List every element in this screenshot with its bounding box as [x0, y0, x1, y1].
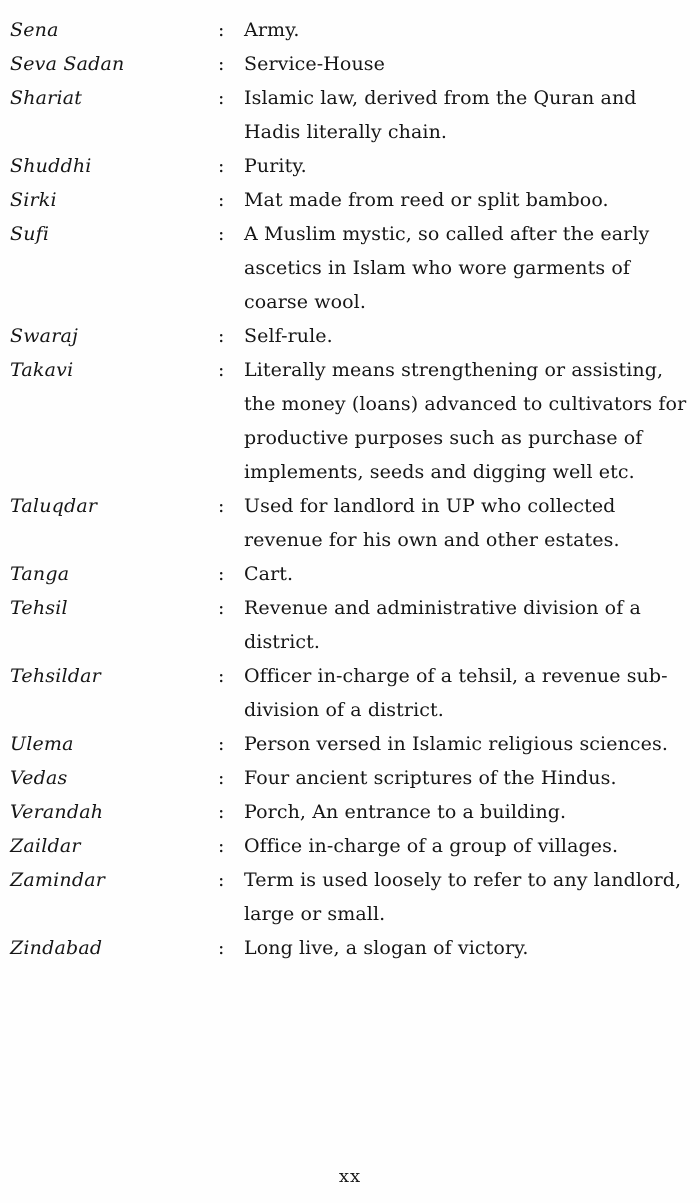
glossary-definition: Purity. — [244, 155, 307, 177]
glossary-separator: : — [218, 87, 225, 109]
glossary-term: Ulema — [10, 733, 74, 755]
glossary-definition: Porch, An entrance to a building. — [244, 801, 567, 823]
glossary-entry-row — [10, 863, 692, 931]
glossary-entry-row — [10, 727, 692, 761]
glossary-separator: : — [218, 359, 225, 381]
glossary-entry-row — [10, 795, 692, 829]
glossary-entry-row — [10, 829, 692, 863]
glossary-term: Taluqdar — [10, 495, 98, 517]
glossary-entry-row — [10, 591, 692, 659]
glossary-separator: : — [218, 801, 225, 823]
glossary-definition: Service-House — [244, 53, 385, 75]
glossary-separator: : — [218, 733, 225, 755]
glossary-separator: : — [218, 767, 225, 789]
glossary-term: Tehsildar — [10, 665, 101, 687]
glossary-definition: Officer in-charge of a tehsil, a revenue sub-division of a district. — [244, 665, 668, 721]
glossary-entry-row — [10, 659, 692, 727]
glossary-separator: : — [218, 189, 225, 211]
glossary-entry-row — [10, 81, 692, 149]
glossary-definition: Cart. — [244, 563, 294, 585]
page-number: xx — [338, 1166, 362, 1187]
glossary-entry-row — [10, 319, 692, 353]
glossary-separator: : — [218, 19, 225, 41]
glossary-definition: Literally means strengthening or assisting, the money (loans) advanced to cultivators for productive purposes such as purchase of implements, seeds and digging well etc. — [244, 359, 687, 483]
glossary-separator: : — [218, 869, 225, 891]
glossary-entry-row — [10, 489, 692, 557]
glossary-entry-row — [10, 47, 692, 81]
glossary-term: Vedas — [10, 767, 68, 789]
glossary-term: Zaildar — [10, 835, 81, 857]
glossary-definition: Office in-charge of a group of villages. — [244, 835, 619, 857]
glossary-entry-row — [10, 13, 692, 47]
glossary-entry-row — [10, 149, 692, 183]
glossary-separator: : — [218, 835, 225, 857]
glossary-term: Shariat — [10, 87, 83, 109]
glossary-list — [10, 13, 692, 965]
glossary-term: Swaraj — [10, 325, 79, 347]
glossary-definition: Self-rule. — [244, 325, 333, 347]
glossary-definition: Mat made from reed or split bamboo. — [244, 189, 609, 211]
glossary-separator: : — [218, 665, 225, 687]
glossary-separator: : — [218, 325, 225, 347]
glossary-term: Zamindar — [10, 869, 106, 891]
glossary-term: Sufi — [10, 223, 50, 245]
glossary-separator: : — [218, 937, 225, 959]
glossary-separator: : — [218, 223, 225, 245]
glossary-definition: Four ancient scriptures of the Hindus. — [244, 767, 617, 789]
glossary-definition: Used for landlord in UP who collected revenue for his own and other estates. — [244, 495, 620, 551]
glossary-term: Shuddhi — [10, 155, 92, 177]
glossary-separator: : — [218, 53, 225, 75]
glossary-term: Seva Sadan — [10, 53, 125, 75]
glossary-term: Tehsil — [10, 597, 68, 619]
glossary-definition: Revenue and administrative division of a district. — [244, 597, 641, 653]
glossary-definition: Army. — [244, 19, 300, 41]
glossary-entry-row — [10, 557, 692, 591]
glossary-term: Tanga — [10, 563, 70, 585]
glossary-entry-row — [10, 217, 692, 319]
glossary-definition: A Muslim mystic, so called after the early ascetics in Islam who wore garments of coarse wool. — [244, 223, 650, 313]
glossary-entry-row — [10, 353, 692, 489]
glossary-entry-row — [10, 183, 692, 217]
glossary-separator: : — [218, 495, 225, 517]
glossary-term: Zindabad — [10, 937, 103, 959]
glossary-term: Verandah — [10, 801, 104, 823]
glossary-term: Sirki — [10, 189, 57, 211]
glossary-separator: : — [218, 155, 225, 177]
glossary-definition: Long live, a slogan of victory. — [244, 937, 529, 959]
glossary-entry-row — [10, 761, 692, 795]
glossary-separator: : — [218, 563, 225, 585]
glossary-term: Sena — [10, 19, 59, 41]
glossary-separator: : — [218, 597, 225, 619]
glossary-definition: Person versed in Islamic religious sciences. — [244, 733, 668, 755]
glossary-definition: Islamic law, derived from the Quran and Hadis literally chain. — [244, 87, 637, 143]
glossary-definition: Term is used loosely to refer to any landlord, large or small. — [244, 869, 682, 925]
glossary-term: Takavi — [10, 359, 74, 381]
glossary-entry-row — [10, 931, 692, 965]
